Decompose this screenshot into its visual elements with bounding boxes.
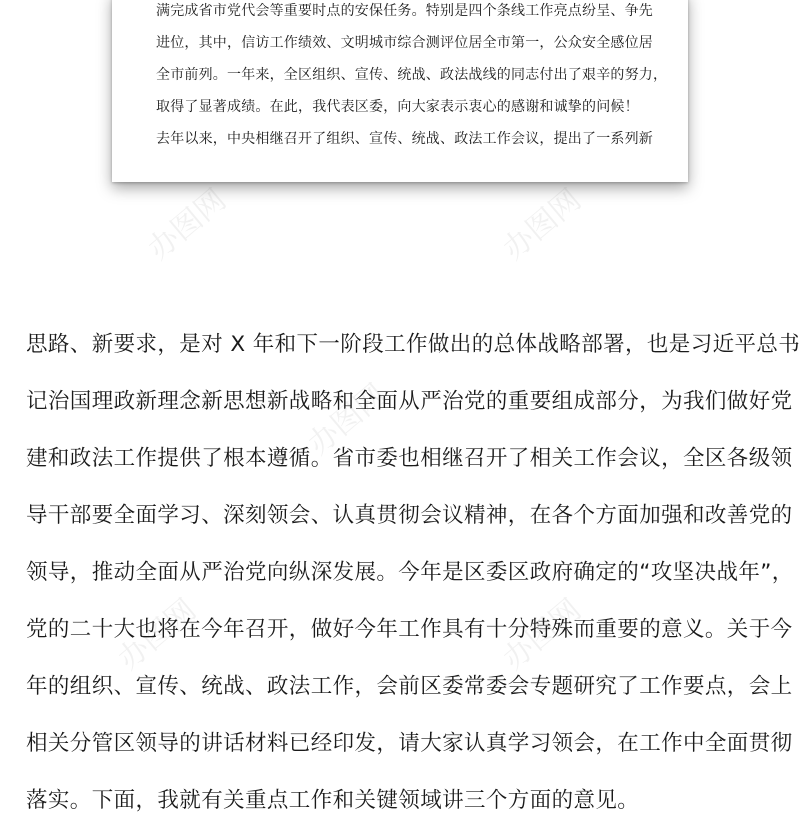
preview-line: 去年以来，中央相继召开了组织、宣传、统战、政法工作会议，提出了一系列新 [156, 131, 653, 147]
body-line: 导干部要全面学习、深刻领会、认真贯彻会议精神，在各个方面加强和改善党的 [26, 503, 793, 528]
document-preview-card [112, 0, 688, 182]
preview-line: 满完成省市党代会等重要时点的安保任务。特别是四个条线工作亮点纷呈、争先 [156, 3, 653, 19]
body-line: 落实。下面，我就有关重点工作和关键领域讲三个方面的意见。 [26, 788, 640, 813]
preview-line: 全市前列。一年来，全区组织、宣传、统战、政法战线的同志付出了艰辛的努力， [156, 67, 668, 83]
body-line: 建和政法工作提供了根本遵循。省市委也相继召开了相关工作会议，全区各级领 [26, 446, 793, 471]
watermark: 办图网 [496, 592, 588, 678]
watermark: 办图网 [141, 182, 233, 268]
preview-line: 取得了显著成绩。在此，我代表区委，向大家表示衷心的感谢和诚挚的问候！ [156, 99, 639, 115]
preview-line: 进位，其中，信访工作绩效、文明城市综合测评位居全市第一，公众安全感位居 [156, 35, 653, 51]
body-line: 领导，推动全面从严治党向纵深发展。今年是区委区政府确定的“攻坚决战年”， [26, 560, 794, 585]
watermark: 办图网 [111, 592, 203, 678]
watermark: 办图网 [301, 377, 393, 463]
body-line: 相关分管区领导的讲话材料已经印发，请大家认真学习领会，在工作中全面贯彻 [26, 731, 793, 756]
body-line: 党的二十大也将在今年召开，做好今年工作具有十分特殊而重要的意义。关于今 [26, 617, 793, 642]
body-line: 记治国理政新理念新思想新战略和全面从严治党的重要组成部分，为我们做好党 [26, 389, 793, 414]
body-line: 思路、新要求，是对 X 年和下一阶段工作做出的总体战略部署，也是习近平总书 [26, 332, 800, 357]
body-line: 年的组织、宣传、统战、政法工作，会前区委常委会专题研究了工作要点，会上 [26, 674, 793, 699]
watermark: 办图网 [496, 182, 588, 268]
